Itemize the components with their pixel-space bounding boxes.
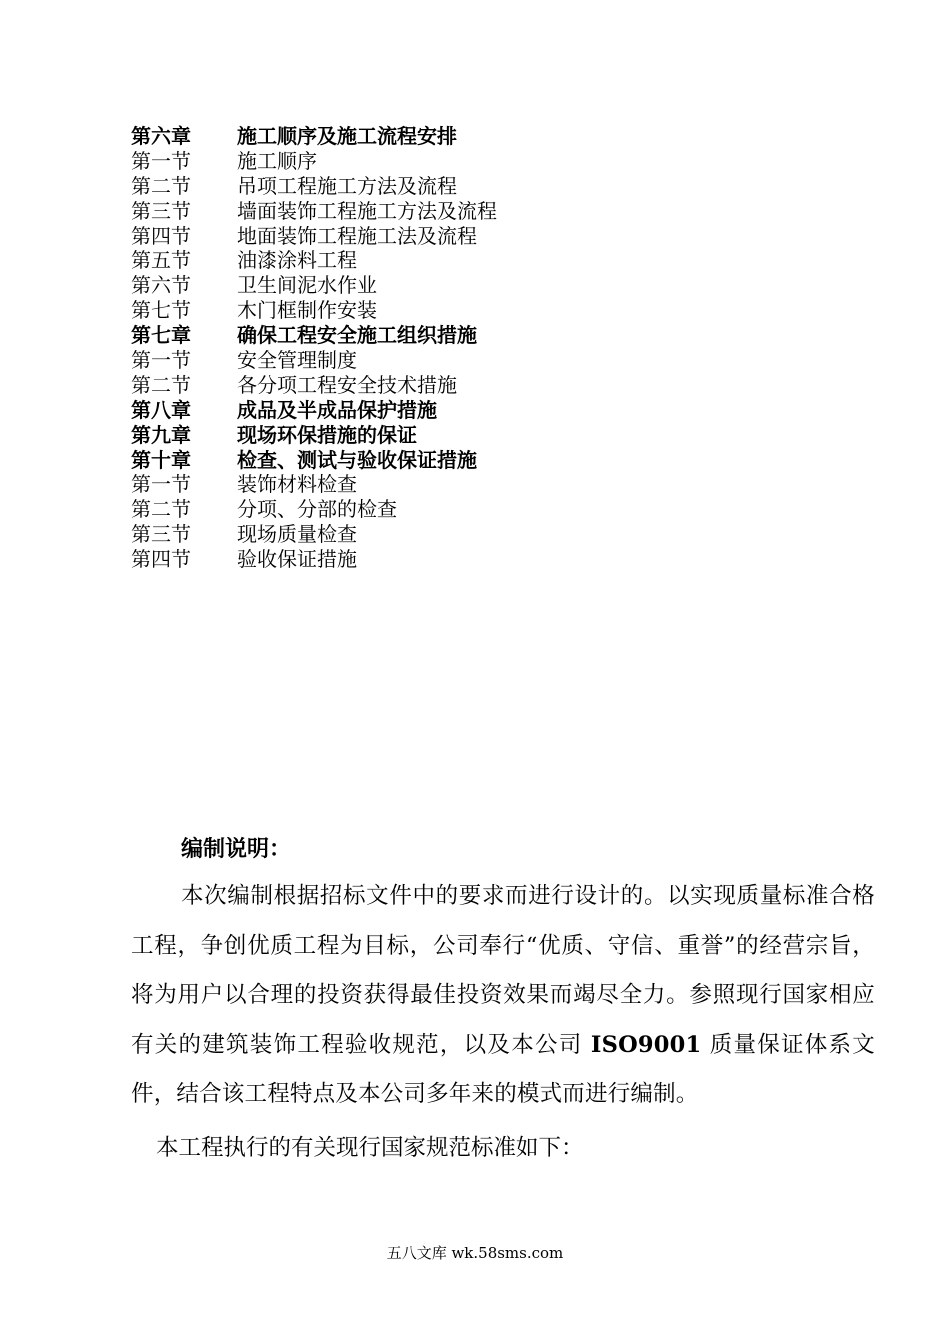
toc-section-row xyxy=(131,522,831,547)
toc-section-row xyxy=(131,248,831,273)
toc-number: 第一节 xyxy=(131,148,191,173)
toc-section-row xyxy=(131,298,831,323)
notes-paragraph xyxy=(131,872,875,1120)
toc-number: 第九章 xyxy=(131,422,191,447)
toc-title: 施工顺序及施工流程安排 xyxy=(237,124,457,148)
toc-number: 第二节 xyxy=(131,497,191,522)
toc-number: 第八章 xyxy=(131,397,191,422)
toc-title: 分项、分部的检查 xyxy=(237,497,397,522)
toc-section-row xyxy=(131,472,831,497)
toc-section-row xyxy=(131,224,831,249)
standards-intro: 本工程执行的有关现行国家规范标准如下： xyxy=(156,1134,584,1161)
toc-chapter-row xyxy=(131,398,831,423)
toc-title: 地面装饰工程施工法及流程 xyxy=(237,223,477,248)
toc-number: 第六节 xyxy=(131,273,191,298)
toc-title: 装饰材料检查 xyxy=(237,472,357,497)
toc-number: 第三节 xyxy=(131,522,191,547)
toc-number: 第十章 xyxy=(131,447,191,472)
page-footer: 五八文库 wk.58sms.com xyxy=(386,1244,564,1262)
toc-title: 各分项工程安全技术措施 xyxy=(237,372,457,397)
toc-title: 验收保证措施 xyxy=(237,547,357,572)
toc-title: 木门框制作安装 xyxy=(237,298,377,323)
toc-title: 安全管理制度 xyxy=(237,348,357,373)
toc-number: 第七章 xyxy=(131,323,191,348)
iso-standard-label: ISO9001 xyxy=(590,1031,702,1058)
toc-number: 第七节 xyxy=(131,298,191,323)
toc-number: 第四节 xyxy=(131,547,191,572)
toc-number: 第五节 xyxy=(131,248,191,273)
notes-paragraph-text-a: 本次编制根据招标文件中的要求而进行设计的。以实现质量标准合格工程，争创优质工程为目标，公司奉行“优质、守信、重誉”的经营宗旨，将为用户以合理的投资获得最佳投资效果而竭尽全力。参照现行国家相应有关的建筑装饰工程验收规范，以及本公司 xyxy=(131,883,875,1058)
toc-title: 墙面装饰工程施工方法及流程 xyxy=(237,198,497,223)
toc-title: 成品及半成品保护措施 xyxy=(237,397,437,422)
toc-section-row xyxy=(131,199,831,224)
toc-section-row xyxy=(131,174,831,199)
toc-title: 吊项工程施工方法及流程 xyxy=(237,173,457,198)
notes-paragraph-text-b: 质量保证体系文件，结合该工程特点及本公司多年来的模式而进行编制。 xyxy=(131,1031,875,1108)
toc-title: 施工顺序 xyxy=(237,148,317,173)
toc-number: 第三节 xyxy=(131,198,191,223)
toc-chapter-row xyxy=(131,323,831,348)
toc-number: 第二节 xyxy=(131,372,191,397)
toc-title: 检查、测试与验收保证措施 xyxy=(237,447,477,472)
notes-heading: 编制说明： xyxy=(181,836,292,862)
toc-section-row xyxy=(131,373,831,398)
toc-chapter-row xyxy=(131,423,831,448)
toc-number: 第一节 xyxy=(131,348,191,373)
toc-title: 现场质量检查 xyxy=(237,522,357,547)
table-of-contents xyxy=(131,124,831,572)
toc-section-row xyxy=(131,149,831,174)
toc-title: 确保工程安全施工组织措施 xyxy=(237,323,477,348)
toc-title: 油漆涂料工程 xyxy=(237,248,357,273)
toc-section-row xyxy=(131,497,831,522)
toc-section-row xyxy=(131,348,831,373)
toc-number: 第一节 xyxy=(131,472,191,497)
toc-chapter-row xyxy=(131,448,831,473)
toc-title: 卫生间泥水作业 xyxy=(237,273,377,298)
toc-section-row xyxy=(131,547,831,572)
toc-chapter-row xyxy=(131,124,831,149)
toc-title: 现场环保措施的保证 xyxy=(237,422,417,447)
toc-number: 第六章 xyxy=(131,124,191,148)
toc-number: 第四节 xyxy=(131,223,191,248)
toc-section-row xyxy=(131,273,831,298)
compilation-notes xyxy=(131,826,875,1176)
toc-number: 第二节 xyxy=(131,173,191,198)
